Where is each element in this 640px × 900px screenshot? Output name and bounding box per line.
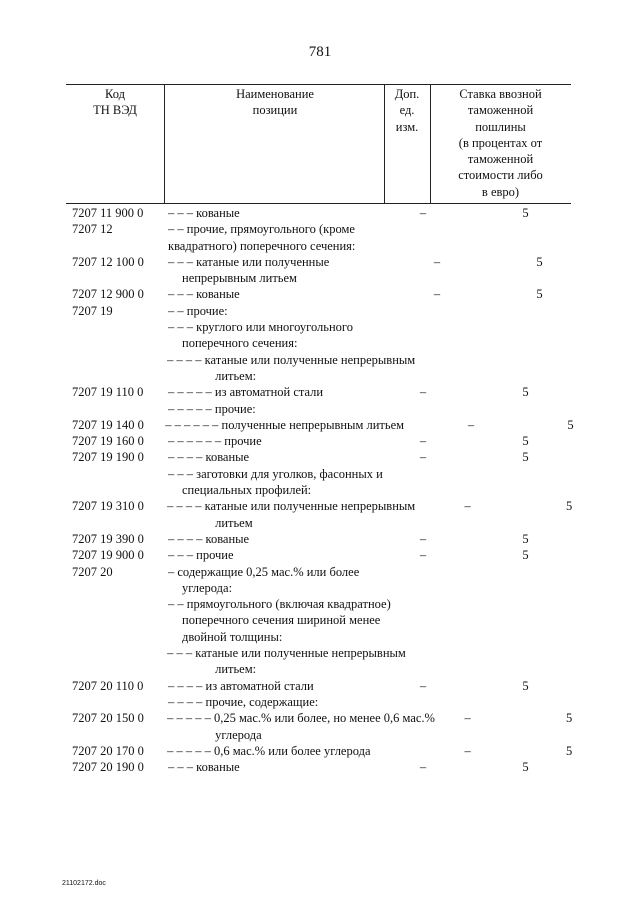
duty-rate: 5 [522, 760, 529, 775]
file-name-footer: 21102172.doc [62, 880, 106, 887]
tariff-code: 7207 11 900 0 [72, 206, 144, 220]
table-row [0, 547, 640, 563]
position-name: – – – – прочие, содержащие: [168, 694, 319, 709]
table-row [0, 221, 640, 254]
tariff-code: 7207 12 900 0 [72, 287, 144, 302]
duty-rate [468, 564, 611, 597]
additional-unit [437, 352, 498, 385]
tariff-code: 7207 19 900 0 [72, 548, 144, 563]
position-name: – – – кованые [168, 206, 240, 220]
additional-unit: – [419, 548, 427, 563]
table-row [0, 710, 640, 743]
additional-unit: – [464, 499, 471, 514]
page-number: 781 [308, 44, 332, 60]
table-row [0, 564, 640, 597]
additional-unit [406, 466, 468, 499]
duty-rate: 5 [522, 206, 529, 220]
table-top-rule [66, 84, 571, 85]
tariff-code: 7207 20 110 0 [72, 678, 144, 693]
duty-rate [454, 303, 597, 319]
duty-rate [468, 596, 611, 645]
duty-rate [454, 694, 597, 710]
tariff-code: 7207 19 160 0 [72, 434, 144, 449]
table-row [0, 645, 640, 678]
position-name: – – – – – 0,25 мас.% или более, но менее 0,6 мас.% углерода [167, 711, 435, 742]
position-name: – – – заготовки для уголков, фасонных и специальных профилей: [168, 466, 383, 498]
duty-rate: 5 [536, 287, 543, 302]
position-name: – – – – – прочие: [168, 401, 256, 416]
column-divider [164, 84, 165, 204]
duty-rate [454, 401, 597, 417]
tariff-code: 7207 20 [72, 564, 113, 579]
additional-unit: – [419, 678, 427, 693]
tariff-code [72, 352, 165, 385]
tariff-code [72, 319, 166, 352]
additional-unit [392, 694, 454, 710]
table-row [0, 678, 640, 694]
position-name: – – – – катаные или полученные непрерывным литьем: [167, 352, 416, 383]
additional-unit: – [419, 434, 427, 449]
table-row [0, 417, 640, 433]
tariff-code: 7207 20 150 0 [72, 711, 144, 726]
table-row [0, 449, 640, 465]
header-code: Код ТН ВЭД [93, 87, 137, 118]
tariff-code [72, 466, 166, 499]
table-row [0, 384, 640, 400]
position-name: – – прямоугольного (включая квадратное) поперечного сечения шириной менее двойной толщины: [168, 597, 391, 644]
table-row [0, 254, 640, 287]
position-name: – – – кованые [168, 287, 240, 302]
additional-unit: – [464, 743, 471, 758]
tariff-code: 7207 12 [72, 222, 113, 237]
table-body [0, 205, 640, 775]
additional-unit [406, 319, 468, 352]
table-row [0, 759, 640, 775]
duty-rate: 5 [566, 711, 573, 726]
position-name: – – – катаные или полученные непрерывным литьем [168, 254, 330, 286]
additional-unit: – [419, 531, 427, 546]
tariff-code: 7207 12 100 0 [72, 254, 144, 269]
position-name: – – – круглого или многоугольного поперечного сечения: [168, 320, 353, 351]
duty-rate: 5 [566, 499, 573, 514]
duty-rate: 5 [522, 385, 529, 400]
tariff-code: 7207 19 110 0 [72, 385, 144, 400]
duty-rate: 5 [522, 450, 529, 465]
table-row [0, 401, 640, 417]
tariff-code [72, 694, 166, 710]
duty-rate: 5 [522, 434, 529, 449]
tariff-code: 7207 20 190 0 [72, 760, 144, 775]
additional-unit: – [467, 417, 475, 432]
table-row [0, 303, 640, 319]
header-bottom-rule [66, 203, 571, 204]
position-name: – – – – катаные или полученные непрерывным литьем [167, 499, 416, 530]
header-rate: Ставка ввозной таможенной пошлины (в процентах от таможенной стоимости либо в евро) [458, 87, 543, 199]
additional-unit [392, 401, 454, 417]
duty-rate [468, 466, 611, 499]
additional-unit: – [419, 385, 427, 400]
tariff-code [72, 401, 166, 417]
table-row [0, 498, 640, 531]
tariff-code: 7207 20 170 0 [72, 743, 144, 758]
additional-unit: – [419, 450, 427, 465]
tariff-code: 7207 19 390 0 [72, 531, 144, 546]
duty-rate: 5 [522, 678, 529, 693]
duty-rate [498, 352, 640, 385]
tariff-code [72, 645, 165, 678]
position-name: – – – – – 0,6 мас.% или более углерода [167, 743, 371, 758]
position-name: – – – – кованые [168, 531, 250, 546]
tariff-code: 7207 19 190 0 [72, 450, 144, 465]
duty-rate: 5 [567, 417, 574, 432]
tariff-code [72, 596, 166, 645]
position-name: – – – прочие [168, 548, 234, 563]
position-name: – содержащие 0,25 мас.% или более углерода: [168, 564, 360, 595]
additional-unit: – [419, 206, 427, 220]
duty-rate [498, 645, 640, 678]
duty-rate [468, 319, 611, 352]
table-row [0, 286, 640, 302]
position-name: – – – – из автоматной стали [168, 678, 314, 693]
table-row [0, 596, 640, 645]
position-name: – – – – – – прочие [168, 434, 262, 449]
table-row [0, 694, 640, 710]
header-name: Наименование позиции [236, 87, 314, 118]
position-name: – – – катаные или полученные непрерывным литьем: [167, 646, 406, 677]
tariff-code: 7207 19 310 0 [72, 499, 144, 514]
table-row [0, 352, 640, 385]
table-row [0, 319, 640, 352]
duty-rate [454, 221, 597, 254]
additional-unit [392, 221, 454, 254]
duty-rate: 5 [522, 548, 529, 563]
position-name: – – – кованые [168, 760, 240, 775]
additional-unit [437, 645, 498, 678]
additional-unit [392, 303, 454, 319]
duty-rate: 5 [536, 254, 543, 269]
additional-unit [406, 596, 468, 645]
duty-rate: 5 [566, 743, 573, 758]
duty-rate: 5 [522, 531, 529, 546]
position-name: – – – – кованые [168, 450, 250, 465]
tariff-code: 7207 19 [72, 303, 113, 318]
header-unit: Доп. ед. изм. [394, 87, 420, 134]
additional-unit: – [433, 254, 441, 269]
position-name: – – прочие: [168, 303, 228, 318]
table-row [0, 531, 640, 547]
table-row [0, 433, 640, 449]
additional-unit [406, 564, 468, 597]
table-row [0, 205, 640, 221]
position-name: – – прочие, прямоугольного (кроме квадратного) поперечного сечения: [168, 222, 356, 253]
additional-unit: – [419, 760, 427, 775]
table-row [0, 466, 640, 499]
table-row [0, 743, 640, 759]
position-name: – – – – – – полученные непрерывным литьем [165, 417, 405, 432]
additional-unit: – [464, 711, 471, 726]
additional-unit: – [433, 287, 441, 302]
position-name: – – – – – из автоматной стали [168, 385, 324, 400]
tariff-code: 7207 19 140 0 [72, 417, 144, 432]
